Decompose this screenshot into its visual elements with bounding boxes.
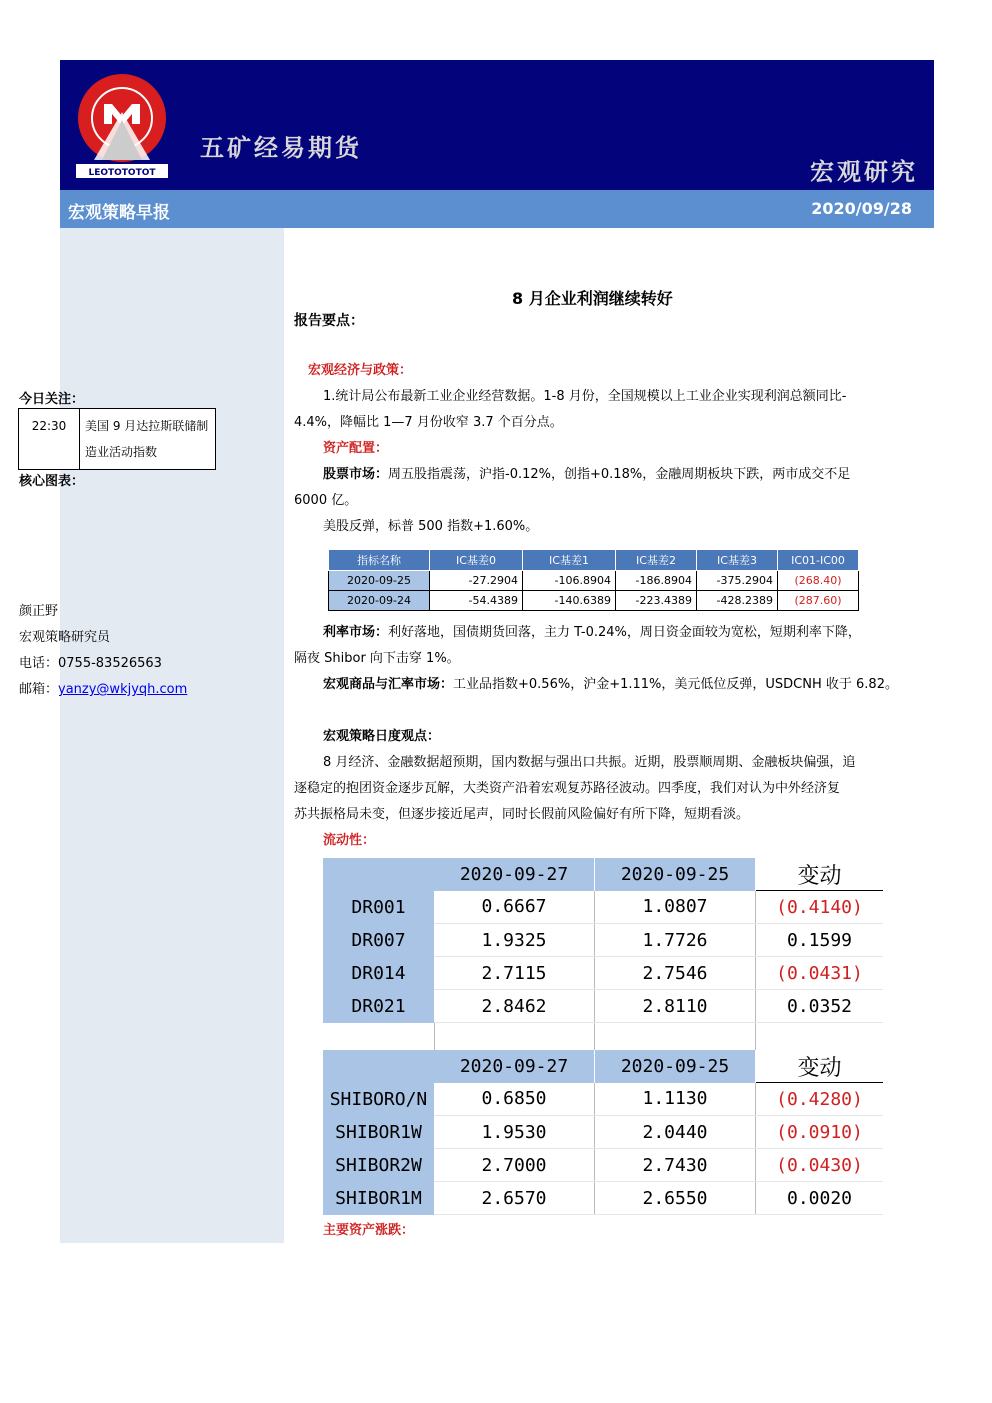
rate-text: 利好落地，国债期货回落，主力 T-0.24%，周日资金面较为宽松，短期利率下降， (388, 625, 861, 640)
shibor-change-cell: (0.4280) (756, 1083, 884, 1116)
dr-row (323, 990, 883, 1023)
email-label: 邮箱： (19, 682, 59, 697)
shibor-name-cell: SHIBORO/N (323, 1083, 434, 1116)
company-name: 五矿经易期货 (200, 134, 362, 162)
ic-basis-table (328, 549, 859, 611)
ic-cell: (287.60) (778, 591, 859, 611)
summary-heading: 报告要点： (294, 313, 364, 329)
today-focus-heading: 今日关注： (19, 392, 85, 407)
stock-label: 股票市场： (323, 467, 389, 482)
focus-time: 22:30 (19, 409, 80, 470)
sidebar (60, 228, 284, 1243)
ic-cell: -223.4389 (616, 591, 697, 611)
dr-name-cell: DR007 (323, 924, 434, 957)
dr-header-cell: 变动 (756, 858, 884, 891)
dr-header-row (323, 858, 883, 891)
fx-paragraph (323, 672, 898, 698)
report-title: 8 月企业利润继续转好 (512, 289, 673, 308)
sub-header-bar (60, 190, 934, 228)
shibor-value-cell: 1.1130 (595, 1083, 756, 1116)
dr-name-cell: DR014 (323, 957, 434, 990)
dr-header-cell: 2020-09-25 (595, 858, 756, 891)
dr-value-cell: 2.8462 (434, 990, 595, 1023)
us-stock-text: 美股反弹，标普 500 指数+1.60%。 (323, 519, 539, 534)
focus-row (19, 409, 216, 470)
ic-cell: -186.8904 (616, 571, 697, 591)
report-date: 2020/09/28 (811, 199, 912, 218)
view-text-line2: 逐稳定的抱团资金逐步瓦解，大类资产沿着宏观复苏路径波动。四季度，我们对认为中外经济复 (294, 781, 841, 796)
shibor-row (323, 1149, 883, 1182)
shibor-name-cell: SHIBOR2W (323, 1149, 434, 1182)
dr-value-cell: 2.7546 (595, 957, 756, 990)
dr-change-cell: 0.1599 (756, 924, 884, 957)
shibor-change-cell: 0.0020 (756, 1182, 884, 1215)
report-name: 宏观策略早报 (68, 203, 170, 223)
ic-cell: -428.2389 (697, 591, 778, 611)
shibor-value-cell: 2.6550 (595, 1182, 756, 1215)
shibor-value-cell: 0.6850 (434, 1083, 595, 1116)
ic-cell: 2020-09-25 (329, 571, 430, 591)
ic-header-cell: IC基差2 (616, 550, 697, 571)
dr-row (323, 957, 883, 990)
dr-value-cell: 1.9325 (434, 924, 595, 957)
dr-row (323, 891, 883, 924)
macro-text-line1: 1.统计局公布最新工业企业经营数据。1-8 月份，全国规模以上工业企业实现利润总额同比- (323, 389, 847, 404)
focus-event: 美国 9 月达拉斯联储制造业活动指数 (80, 409, 216, 470)
dr-value-cell: 1.7726 (595, 924, 756, 957)
shibor-change-cell: (0.0910) (756, 1116, 884, 1149)
dr-change-cell: 0.0352 (756, 990, 884, 1023)
shibor-value-cell: 2.0440 (595, 1116, 756, 1149)
rate-label: 利率市场： (323, 625, 389, 640)
rate-paragraph-line1 (323, 620, 861, 646)
ic-header-cell: IC基差1 (523, 550, 616, 571)
core-chart-heading: 核心图表： (19, 474, 85, 489)
fx-label: 宏观商品与汇率市场： (323, 677, 454, 692)
shibor-name-cell: SHIBOR1W (323, 1116, 434, 1149)
svg-text:LEOTOTOTOT: LEOTOTOTOT (88, 168, 156, 178)
rate-text-line2: 隔夜 Shibor 向下击穿 1%。 (294, 651, 460, 666)
macro-text-line2: 4.4%，降幅比 1—7 月份收窄 3.7 个百分点。 (294, 415, 563, 430)
dr-value-cell: 2.7115 (434, 957, 595, 990)
shibor-change-cell: (0.0430) (756, 1149, 884, 1182)
minmetals-logo (74, 72, 170, 180)
focus-table (18, 408, 216, 470)
ic-cell: -106.8904 (523, 571, 616, 591)
ic-header-cell: IC01-IC00 (778, 550, 859, 571)
dr-header-cell (323, 858, 434, 891)
ic-header-cell: IC基差3 (697, 550, 778, 571)
analyst-phone: 电话：0755-83526563 (19, 656, 162, 671)
ic-header-row (329, 550, 859, 571)
stock-text: 周五股指震荡，沪指-0.12%，创指+0.18%，金融周期板块下跌，两市成交不足 (388, 467, 851, 482)
shibor-header-cell: 变动 (756, 1050, 884, 1083)
ic-cell: -54.4389 (430, 591, 523, 611)
shibor-header-cell (323, 1050, 434, 1083)
dr-name-cell: DR001 (323, 891, 434, 924)
ic-row (329, 571, 859, 591)
fx-text: 工业品指数+0.56%，沪金+1.11%，美元低位反弹，USDCNH 收于 6.82。 (453, 677, 898, 692)
macro-section-heading: 宏观经济与政策： (308, 363, 413, 378)
shibor-value-cell: 2.7000 (434, 1149, 595, 1182)
liquidity-heading: 流动性： (323, 833, 376, 848)
shibor-row (323, 1083, 883, 1116)
ic-header-cell: IC基差0 (430, 550, 523, 571)
ic-row (329, 591, 859, 611)
view-text-line3: 苏共振格局未变，但逐步接近尾声，同时长假前风险偏好有所下降，短期看淡。 (294, 807, 750, 822)
stock-text-line2: 6000 亿。 (294, 493, 358, 508)
shibor-value-cell: 1.9530 (434, 1116, 595, 1149)
ic-cell: 2020-09-24 (329, 591, 430, 611)
report-category: 宏观研究 (810, 158, 918, 186)
ic-cell: -27.2904 (430, 571, 523, 591)
shibor-row (323, 1116, 883, 1149)
dr-value-cell: 1.0807 (595, 891, 756, 924)
shibor-value-cell: 2.6570 (434, 1182, 595, 1215)
email-link[interactable]: yanzy@wkjyqh.com (58, 682, 188, 697)
shibor-rate-table (323, 1050, 883, 1215)
analyst-name: 颜正野 (19, 604, 59, 619)
dr-header-cell: 2020-09-27 (434, 858, 595, 891)
dr-change-cell: (0.0431) (756, 957, 884, 990)
dr-rate-table (323, 858, 883, 1055)
shibor-header-cell: 2020-09-25 (595, 1050, 756, 1083)
ic-cell: -140.6389 (523, 591, 616, 611)
analyst-email-line (19, 678, 187, 697)
dr-value-cell: 0.6667 (434, 891, 595, 924)
main-assets-heading: 主要资产涨跌： (323, 1223, 415, 1238)
view-heading: 宏观策略日度观点： (323, 729, 441, 744)
shibor-header-cell: 2020-09-27 (434, 1050, 595, 1083)
dr-row (323, 924, 883, 957)
report-header (60, 60, 934, 190)
view-text-line1: 8 月经济、金融数据超预期，国内数据与强出口共振。近期，股票顺周期、金融板块偏强，追 (323, 755, 856, 770)
shibor-header-row (323, 1050, 883, 1083)
shibor-value-cell: 2.7430 (595, 1149, 756, 1182)
ic-header-cell: 指标名称 (329, 550, 430, 571)
dr-name-cell: DR021 (323, 990, 434, 1023)
asset-section-heading: 资产配置： (323, 441, 389, 456)
stock-paragraph-line1 (323, 462, 850, 488)
dr-value-cell: 2.8110 (595, 990, 756, 1023)
analyst-title: 宏观策略研究员 (19, 630, 111, 645)
dr-change-cell: (0.4140) (756, 891, 884, 924)
ic-cell: (268.40) (778, 571, 859, 591)
shibor-name-cell: SHIBOR1M (323, 1182, 434, 1215)
ic-cell: -375.2904 (697, 571, 778, 591)
shibor-row (323, 1182, 883, 1215)
